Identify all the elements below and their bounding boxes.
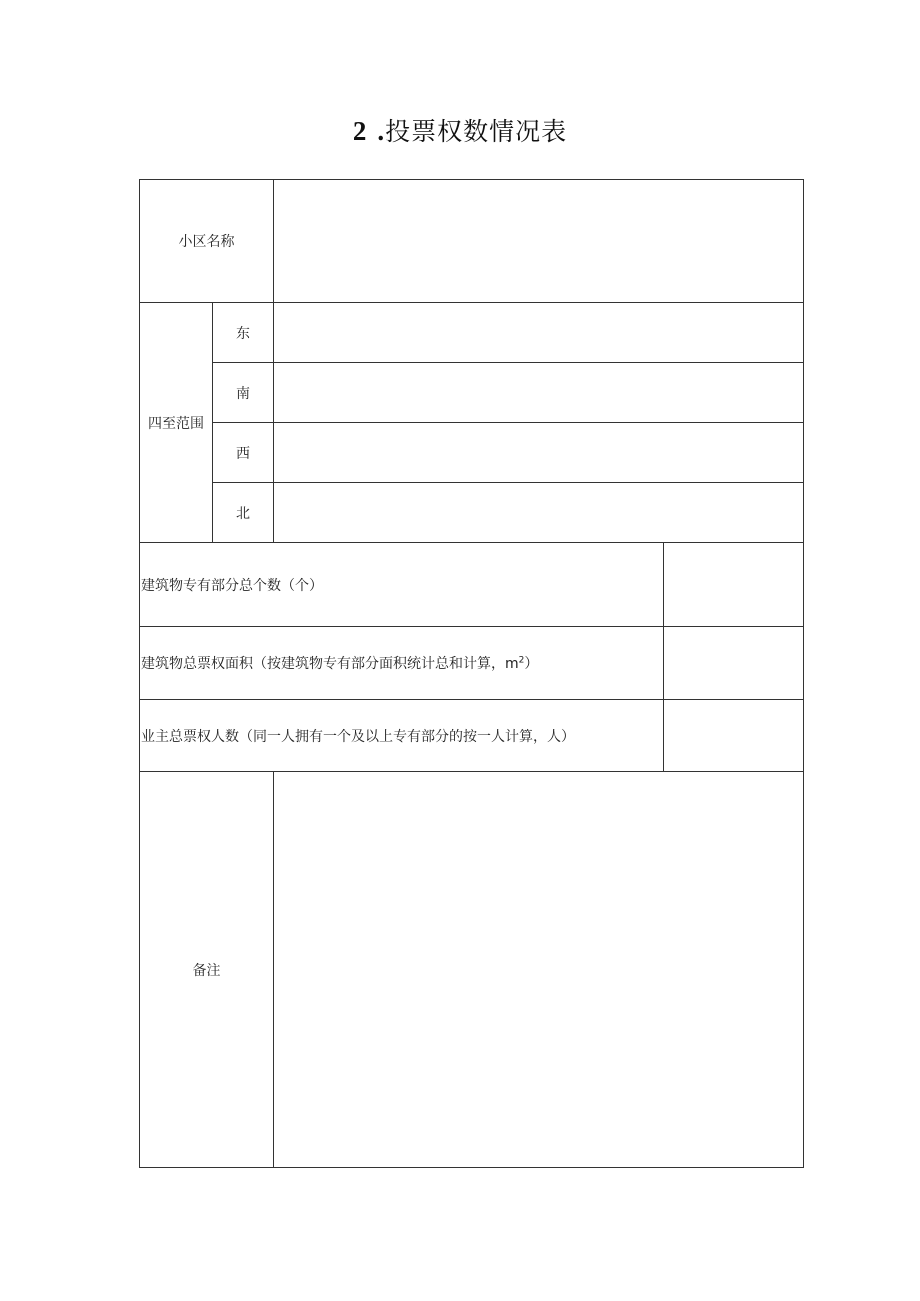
boundary-label: 四至范围: [140, 303, 213, 543]
boundary-direction-east: 东: [213, 303, 274, 363]
owner-count-label: 业主总票权人数（同一人拥有一个及以上专有部分的按一人计算，人）: [140, 700, 664, 772]
owner-count-row: [140, 700, 804, 772]
community-name-row: [140, 180, 804, 303]
title-dot: .: [377, 116, 386, 146]
boundary-direction-south: 南: [213, 363, 274, 423]
boundary-row-south: [140, 363, 804, 423]
title-text: 投票权数情况表: [385, 117, 568, 146]
total-units-label: 建筑物专有部分总个数（个）: [140, 543, 664, 627]
community-name-label: 小区名称: [140, 180, 274, 303]
total-area-label-text: 建筑物总票权面积（按建筑物专有部分面积统计总和计算，m: [141, 656, 519, 672]
total-area-label: [140, 627, 664, 700]
boundary-field-south[interactable]: [274, 363, 804, 423]
total-area-row: [140, 627, 804, 700]
total-units-row: [140, 543, 804, 627]
boundary-field-north[interactable]: [274, 483, 804, 543]
total-area-field[interactable]: [664, 627, 804, 700]
boundary-row-west: [140, 423, 804, 483]
boundary-direction-west: 西: [213, 423, 274, 483]
voting-rights-table: [139, 179, 804, 1168]
boundary-direction-north: 北: [213, 483, 274, 543]
remarks-row: [140, 772, 804, 1168]
title-number: 2: [352, 116, 368, 146]
page-title: [0, 112, 920, 148]
owner-count-field[interactable]: [664, 700, 804, 772]
boundary-row-north: [140, 483, 804, 543]
total-units-field[interactable]: [664, 543, 804, 627]
boundary-field-west[interactable]: [274, 423, 804, 483]
remarks-label: 备注: [140, 772, 274, 1168]
boundary-field-east[interactable]: [274, 303, 804, 363]
boundary-row-east: [140, 303, 804, 363]
total-area-label-close: ）: [524, 656, 539, 672]
remarks-field[interactable]: [274, 772, 804, 1168]
total-area-unit-superscript: 2: [518, 655, 525, 666]
community-name-field[interactable]: [274, 180, 804, 303]
